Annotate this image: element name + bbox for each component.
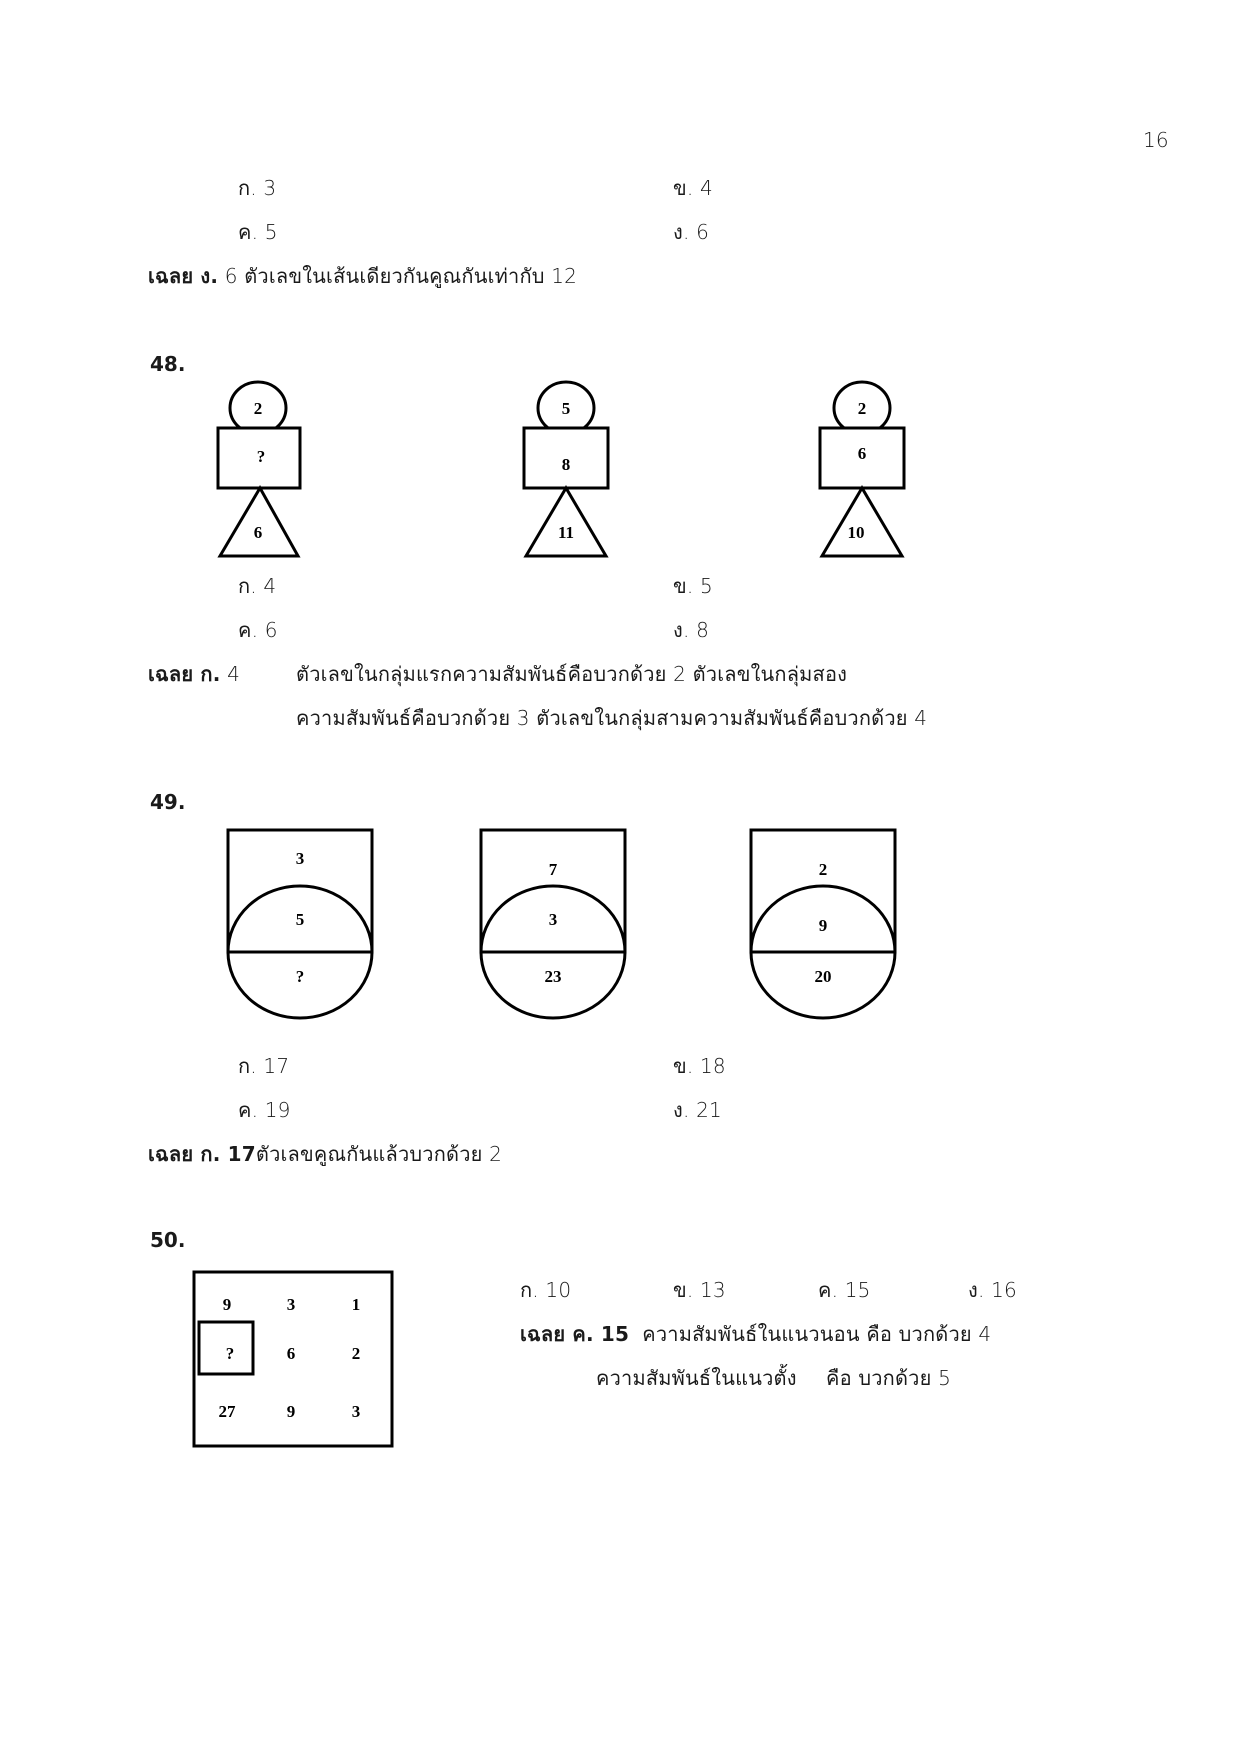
q49-bottom-value: 23 bbox=[544, 967, 562, 986]
q50-cell: 3 bbox=[286, 1295, 296, 1314]
q49-figures bbox=[0, 830, 1240, 1030]
q47-answer-label: เฉลย ง. bbox=[148, 264, 219, 288]
q48-number: 48. bbox=[150, 352, 186, 376]
q50-cell: 9 bbox=[222, 1295, 232, 1314]
q49-option-b: ข. 18 bbox=[673, 1054, 726, 1078]
q48-circle-value: 2 bbox=[857, 399, 867, 418]
q48-answer-line-1: ตัวเลขในกลุ่มแรกความสัมพันธ์คือบวกด้วย 2 ตัวเลขในกลุ่มสอง bbox=[296, 662, 848, 686]
q47-option-d: ง. 6 bbox=[673, 220, 710, 244]
q49-middle-value: 9 bbox=[818, 916, 828, 935]
q50-answer-label: เฉลย ค. 15 bbox=[520, 1322, 630, 1346]
q49-top-value: 7 bbox=[548, 860, 558, 879]
q49-bottom-value: ? bbox=[295, 967, 305, 986]
q49-figure-1 bbox=[228, 830, 372, 1018]
q48-triangle bbox=[526, 488, 606, 556]
q48-figures bbox=[0, 370, 1240, 570]
q49-bottom-value: 20 bbox=[814, 967, 832, 986]
q50-cell: ? bbox=[225, 1344, 235, 1363]
q48-option-a: ก. 4 bbox=[238, 574, 277, 598]
q48-answer-label: เฉลย ก. bbox=[148, 662, 221, 686]
q48-answer-key bbox=[148, 658, 240, 690]
q47-option-b: ข. 4 bbox=[673, 176, 713, 200]
q49-answer-label: เฉลย ก. 17 bbox=[148, 1142, 256, 1166]
q48-triangle-value: 11 bbox=[557, 523, 575, 542]
q47-option-c: ค. 5 bbox=[238, 220, 278, 244]
q48-triangle bbox=[822, 488, 902, 556]
q47-option-a: ก. 3 bbox=[238, 176, 277, 200]
q49-option-c: ค. 19 bbox=[238, 1098, 291, 1122]
q50-option-c: ค. 15 bbox=[818, 1278, 871, 1302]
q48-figure-1 bbox=[218, 382, 300, 556]
q48-square-value: 8 bbox=[561, 455, 571, 474]
q48-option-d: ง. 8 bbox=[673, 618, 710, 642]
q49-top-value: 3 bbox=[295, 849, 305, 868]
q49-option-a: ก. 17 bbox=[238, 1054, 290, 1078]
q48-option-c: ค. 6 bbox=[238, 618, 278, 642]
q50-cell: 6 bbox=[286, 1344, 296, 1363]
q48-circle-value: 5 bbox=[561, 399, 571, 418]
q48-figure-3 bbox=[820, 382, 904, 556]
q50-option-b: ข. 13 bbox=[673, 1278, 726, 1302]
q50-cell: 2 bbox=[351, 1344, 361, 1363]
q48-answer-line-2: ความสัมพันธ์คือบวกด้วย 3 ตัวเลขในกลุ่มสามความสัมพันธ์คือบวกด้วย 4 bbox=[296, 706, 928, 730]
q48-square-value: 6 bbox=[857, 444, 867, 463]
q50-answer-line-2b: คือ บวกด้วย 5 bbox=[826, 1366, 952, 1390]
q49-figure-3 bbox=[751, 830, 895, 1018]
q50-answer bbox=[520, 1318, 991, 1350]
q48-option-b: ข. 5 bbox=[673, 574, 713, 598]
q49-middle-value: 3 bbox=[548, 910, 558, 929]
q50-option-d: ง. 16 bbox=[968, 1278, 1017, 1302]
q48-square-value: ? bbox=[256, 447, 266, 466]
q48-triangle-value: 10 bbox=[847, 523, 865, 542]
q49-answer-text: ตัวเลขคูณกันแล้วบวกด้วย 2 bbox=[255, 1142, 503, 1166]
q49-answer bbox=[148, 1138, 502, 1170]
q47-answer bbox=[148, 260, 577, 292]
q50-cell: 27 bbox=[218, 1402, 236, 1421]
q48-triangle bbox=[220, 488, 298, 556]
q49-figure-2 bbox=[481, 830, 625, 1018]
q48-triangle-value: 6 bbox=[253, 523, 263, 542]
q48-answer-value: 4 bbox=[220, 662, 240, 686]
q50-option-a: ก. 10 bbox=[520, 1278, 572, 1302]
q48-figure-2 bbox=[524, 382, 608, 556]
q47-answer-text: 6 ตัวเลขในเส้นเดียวกันคูณกันเท่ากับ 12 bbox=[218, 264, 578, 288]
q49-top-value: 2 bbox=[818, 860, 828, 879]
q50-grid-figure bbox=[194, 1272, 394, 1452]
page-number: 16 bbox=[1143, 128, 1169, 152]
q50-cell: 9 bbox=[286, 1402, 296, 1421]
q50-cell: 3 bbox=[351, 1402, 361, 1421]
q50-number: 50. bbox=[150, 1228, 186, 1252]
q50-answer-line-2a: ความสัมพันธ์ในแนวตั้ง bbox=[596, 1366, 797, 1390]
q49-option-d: ง. 21 bbox=[673, 1098, 722, 1122]
q49-middle-value: 5 bbox=[295, 910, 305, 929]
q50-cell: 1 bbox=[351, 1295, 361, 1314]
q50-answer-line-1: ความสัมพันธ์ในแนวนอน คือ บวกด้วย 4 bbox=[642, 1322, 992, 1346]
q49-number: 49. bbox=[150, 790, 186, 814]
q48-circle-value: 2 bbox=[253, 399, 263, 418]
